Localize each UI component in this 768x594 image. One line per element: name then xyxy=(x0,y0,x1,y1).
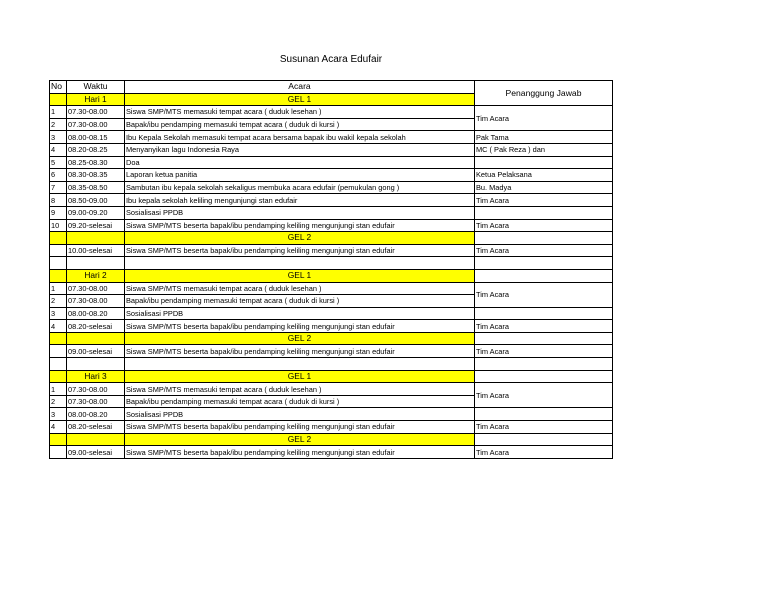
row-time: 07.30-08.00 xyxy=(67,118,125,131)
row-pj: Tim Acara xyxy=(475,219,613,232)
row-pj: Tim Acara xyxy=(475,194,613,207)
row-activity: Ibu Kepala Sekolah memasuki tempat acara bersama bapak ibu wakil kepala sekolah xyxy=(125,131,475,144)
row-activity: Bapak/ibu pendamping memasuki tempat acara ( duduk di kursi ) xyxy=(125,295,475,308)
row-pj: Tim Acara xyxy=(475,345,613,358)
session-label: GEL 1 xyxy=(125,93,475,106)
table-row xyxy=(50,169,613,182)
spacer-row xyxy=(50,257,613,270)
row-activity: Siswa SMP/MTS beserta bapak/ibu pendamping keliling mengunjungi stan edufair xyxy=(125,446,475,459)
session-label: GEL 2 xyxy=(125,433,475,446)
row-time: 07.30-08.00 xyxy=(67,295,125,308)
row-time: 09.00-selesai xyxy=(67,345,125,358)
row-pj: Bu. Madya xyxy=(475,181,613,194)
row-pj: MC ( Pak Reza ) dan xyxy=(475,143,613,156)
row-activity: Sosialisasi PPDB xyxy=(125,408,475,421)
table-row xyxy=(50,181,613,194)
session-label: GEL 1 xyxy=(125,269,475,282)
row-pj: Tim Acara xyxy=(475,106,613,131)
row-no: 7 xyxy=(50,181,67,194)
day-no-cell xyxy=(50,93,67,106)
row-activity: Laporan ketua panitia xyxy=(125,169,475,182)
day-no-cell xyxy=(50,232,67,245)
day-no-cell xyxy=(50,370,67,383)
table-row xyxy=(50,143,613,156)
row-pj: Tim Acara xyxy=(475,446,613,459)
row-activity: Doa xyxy=(125,156,475,169)
row-activity: Siswa SMP/MTS beserta bapak/ibu pendamping keliling mengunjungi stan edufair xyxy=(125,345,475,358)
row-time: 08.20-08.25 xyxy=(67,143,125,156)
row-time: 07.30-08.00 xyxy=(67,282,125,295)
spacer-cell xyxy=(67,358,125,371)
row-time: 09.00-selesai xyxy=(67,446,125,459)
row-pj: Tim Acara xyxy=(475,421,613,434)
day-label: Hari 1 xyxy=(67,93,125,106)
row-pj: Tim Acara xyxy=(475,383,613,408)
spacer-cell xyxy=(475,358,613,371)
row-no xyxy=(50,244,67,257)
row-time: 09.20-selesai xyxy=(67,219,125,232)
row-no: 2 xyxy=(50,118,67,131)
row-activity: Siswa SMP/MTS memasuki tempat acara ( duduk lesehan ) xyxy=(125,383,475,396)
table-row xyxy=(50,131,613,144)
session-label: GEL 2 xyxy=(125,232,475,245)
session-label: GEL 1 xyxy=(125,370,475,383)
row-no: 4 xyxy=(50,143,67,156)
row-no: 6 xyxy=(50,169,67,182)
day-no-cell xyxy=(50,332,67,345)
row-pj xyxy=(475,408,613,421)
row-no: 5 xyxy=(50,156,67,169)
header-acara: Acara xyxy=(125,81,475,94)
row-pj: Ketua Pelaksana xyxy=(475,169,613,182)
day-label-cell xyxy=(67,232,125,245)
row-time: 08.35-08.50 xyxy=(67,181,125,194)
row-activity: Siswa SMP/MTS beserta bapak/ibu pendamping keliling mengunjungi stan edufair xyxy=(125,320,475,333)
row-no: 3 xyxy=(50,307,67,320)
row-pj xyxy=(475,307,613,320)
header-row xyxy=(50,81,613,94)
table-row xyxy=(50,421,613,434)
row-no: 8 xyxy=(50,194,67,207)
row-time: 07.30-08.00 xyxy=(67,395,125,408)
row-activity: Sambutan ibu kepala sekolah sekaligus membuka acara edufair (pemukulan gong ) xyxy=(125,181,475,194)
row-activity: Siswa SMP/MTS beserta bapak/ibu pendamping keliling mengunjungi stan edufair xyxy=(125,244,475,257)
row-activity: Sosialisasi PPDB xyxy=(125,307,475,320)
row-time: 07.30-08.00 xyxy=(67,106,125,119)
row-pj: Tim Acara xyxy=(475,282,613,307)
row-no: 9 xyxy=(50,206,67,219)
table-row xyxy=(50,307,613,320)
row-no: 2 xyxy=(50,395,67,408)
row-activity: Bapak/ibu pendamping memasuki tempat acara ( duduk di kursi ) xyxy=(125,395,475,408)
spacer-row xyxy=(50,358,613,371)
spacer-cell xyxy=(50,257,67,270)
table-row xyxy=(50,106,613,119)
session-header-row xyxy=(50,433,613,446)
row-time: 08.25-08.30 xyxy=(67,156,125,169)
pj-cell xyxy=(475,232,613,245)
row-time: 08.50-09.00 xyxy=(67,194,125,207)
table-row xyxy=(50,219,613,232)
row-time: 08.00-08.20 xyxy=(67,307,125,320)
row-no: 1 xyxy=(50,106,67,119)
row-time: 08.20-selesai xyxy=(67,320,125,333)
row-no: 2 xyxy=(50,295,67,308)
row-no: 4 xyxy=(50,320,67,333)
row-no: 10 xyxy=(50,219,67,232)
row-no xyxy=(50,345,67,358)
table-row xyxy=(50,156,613,169)
pj-cell xyxy=(475,433,613,446)
row-pj: Pak Tama xyxy=(475,131,613,144)
row-activity: Siswa SMP/MTS memasuki tempat acara ( duduk lesehan ) xyxy=(125,106,475,119)
row-time: 08.20-selesai xyxy=(67,421,125,434)
row-time: 07.30-08.00 xyxy=(67,383,125,396)
row-activity: Sosialisasi PPDB xyxy=(125,206,475,219)
row-time: 10.00-selesai xyxy=(67,244,125,257)
row-time: 08.30-08.35 xyxy=(67,169,125,182)
header-penanggung-jawab: Penanggung Jawab xyxy=(475,81,613,106)
pj-cell xyxy=(475,370,613,383)
session-label: GEL 2 xyxy=(125,332,475,345)
spacer-cell xyxy=(67,257,125,270)
session-header-row xyxy=(50,232,613,245)
day-label: Hari 3 xyxy=(67,370,125,383)
row-time: 09.00-09.20 xyxy=(67,206,125,219)
row-pj: Tim Acara xyxy=(475,244,613,257)
spacer-cell xyxy=(50,358,67,371)
table-row xyxy=(50,282,613,295)
day-label-cell xyxy=(67,433,125,446)
schedule-table-body xyxy=(50,81,613,459)
session-header-row xyxy=(50,269,613,282)
row-no: 1 xyxy=(50,383,67,396)
day-no-cell xyxy=(50,269,67,282)
row-activity: Ibu kepala sekolah keliling mengunjungi stan edufair xyxy=(125,194,475,207)
row-pj xyxy=(475,206,613,219)
table-row xyxy=(50,345,613,358)
table-row xyxy=(50,194,613,207)
row-activity: Siswa SMP/MTS beserta bapak/ibu pendamping keliling mengunjungi stan edufair xyxy=(125,219,475,232)
table-row xyxy=(50,244,613,257)
pj-cell xyxy=(475,332,613,345)
row-activity: Menyanyikan lagu Indonesia Raya xyxy=(125,143,475,156)
row-no: 3 xyxy=(50,131,67,144)
session-header-row xyxy=(50,370,613,383)
table-row xyxy=(50,320,613,333)
row-time: 08.00-08.20 xyxy=(67,408,125,421)
spacer-cell xyxy=(125,257,475,270)
day-label-cell xyxy=(67,332,125,345)
pj-cell xyxy=(475,269,613,282)
header-no: No xyxy=(50,81,67,94)
row-time: 08.00-08.15 xyxy=(67,131,125,144)
table-row xyxy=(50,206,613,219)
table-row xyxy=(50,408,613,421)
row-pj xyxy=(475,156,613,169)
day-no-cell xyxy=(50,433,67,446)
row-no xyxy=(50,446,67,459)
row-pj: Tim Acara xyxy=(475,320,613,333)
page-title: Susunan Acara Edufair xyxy=(279,54,383,65)
row-activity: Siswa SMP/MTS memasuki tempat acara ( duduk lesehan ) xyxy=(125,282,475,295)
row-no: 1 xyxy=(50,282,67,295)
session-header-row xyxy=(50,332,613,345)
table-row xyxy=(50,446,613,459)
day-label: Hari 2 xyxy=(67,269,125,282)
header-waktu: Waktu xyxy=(67,81,125,94)
row-activity: Siswa SMP/MTS beserta bapak/ibu pendamping keliling mengunjungi stan edufair xyxy=(125,421,475,434)
row-activity: Bapak/ibu pendamping memasuki tempat acara ( duduk di kursi ) xyxy=(125,118,475,131)
schedule-table xyxy=(49,80,613,459)
row-no: 3 xyxy=(50,408,67,421)
spacer-cell xyxy=(475,257,613,270)
row-no: 4 xyxy=(50,421,67,434)
spacer-cell xyxy=(125,358,475,371)
table-row xyxy=(50,383,613,396)
